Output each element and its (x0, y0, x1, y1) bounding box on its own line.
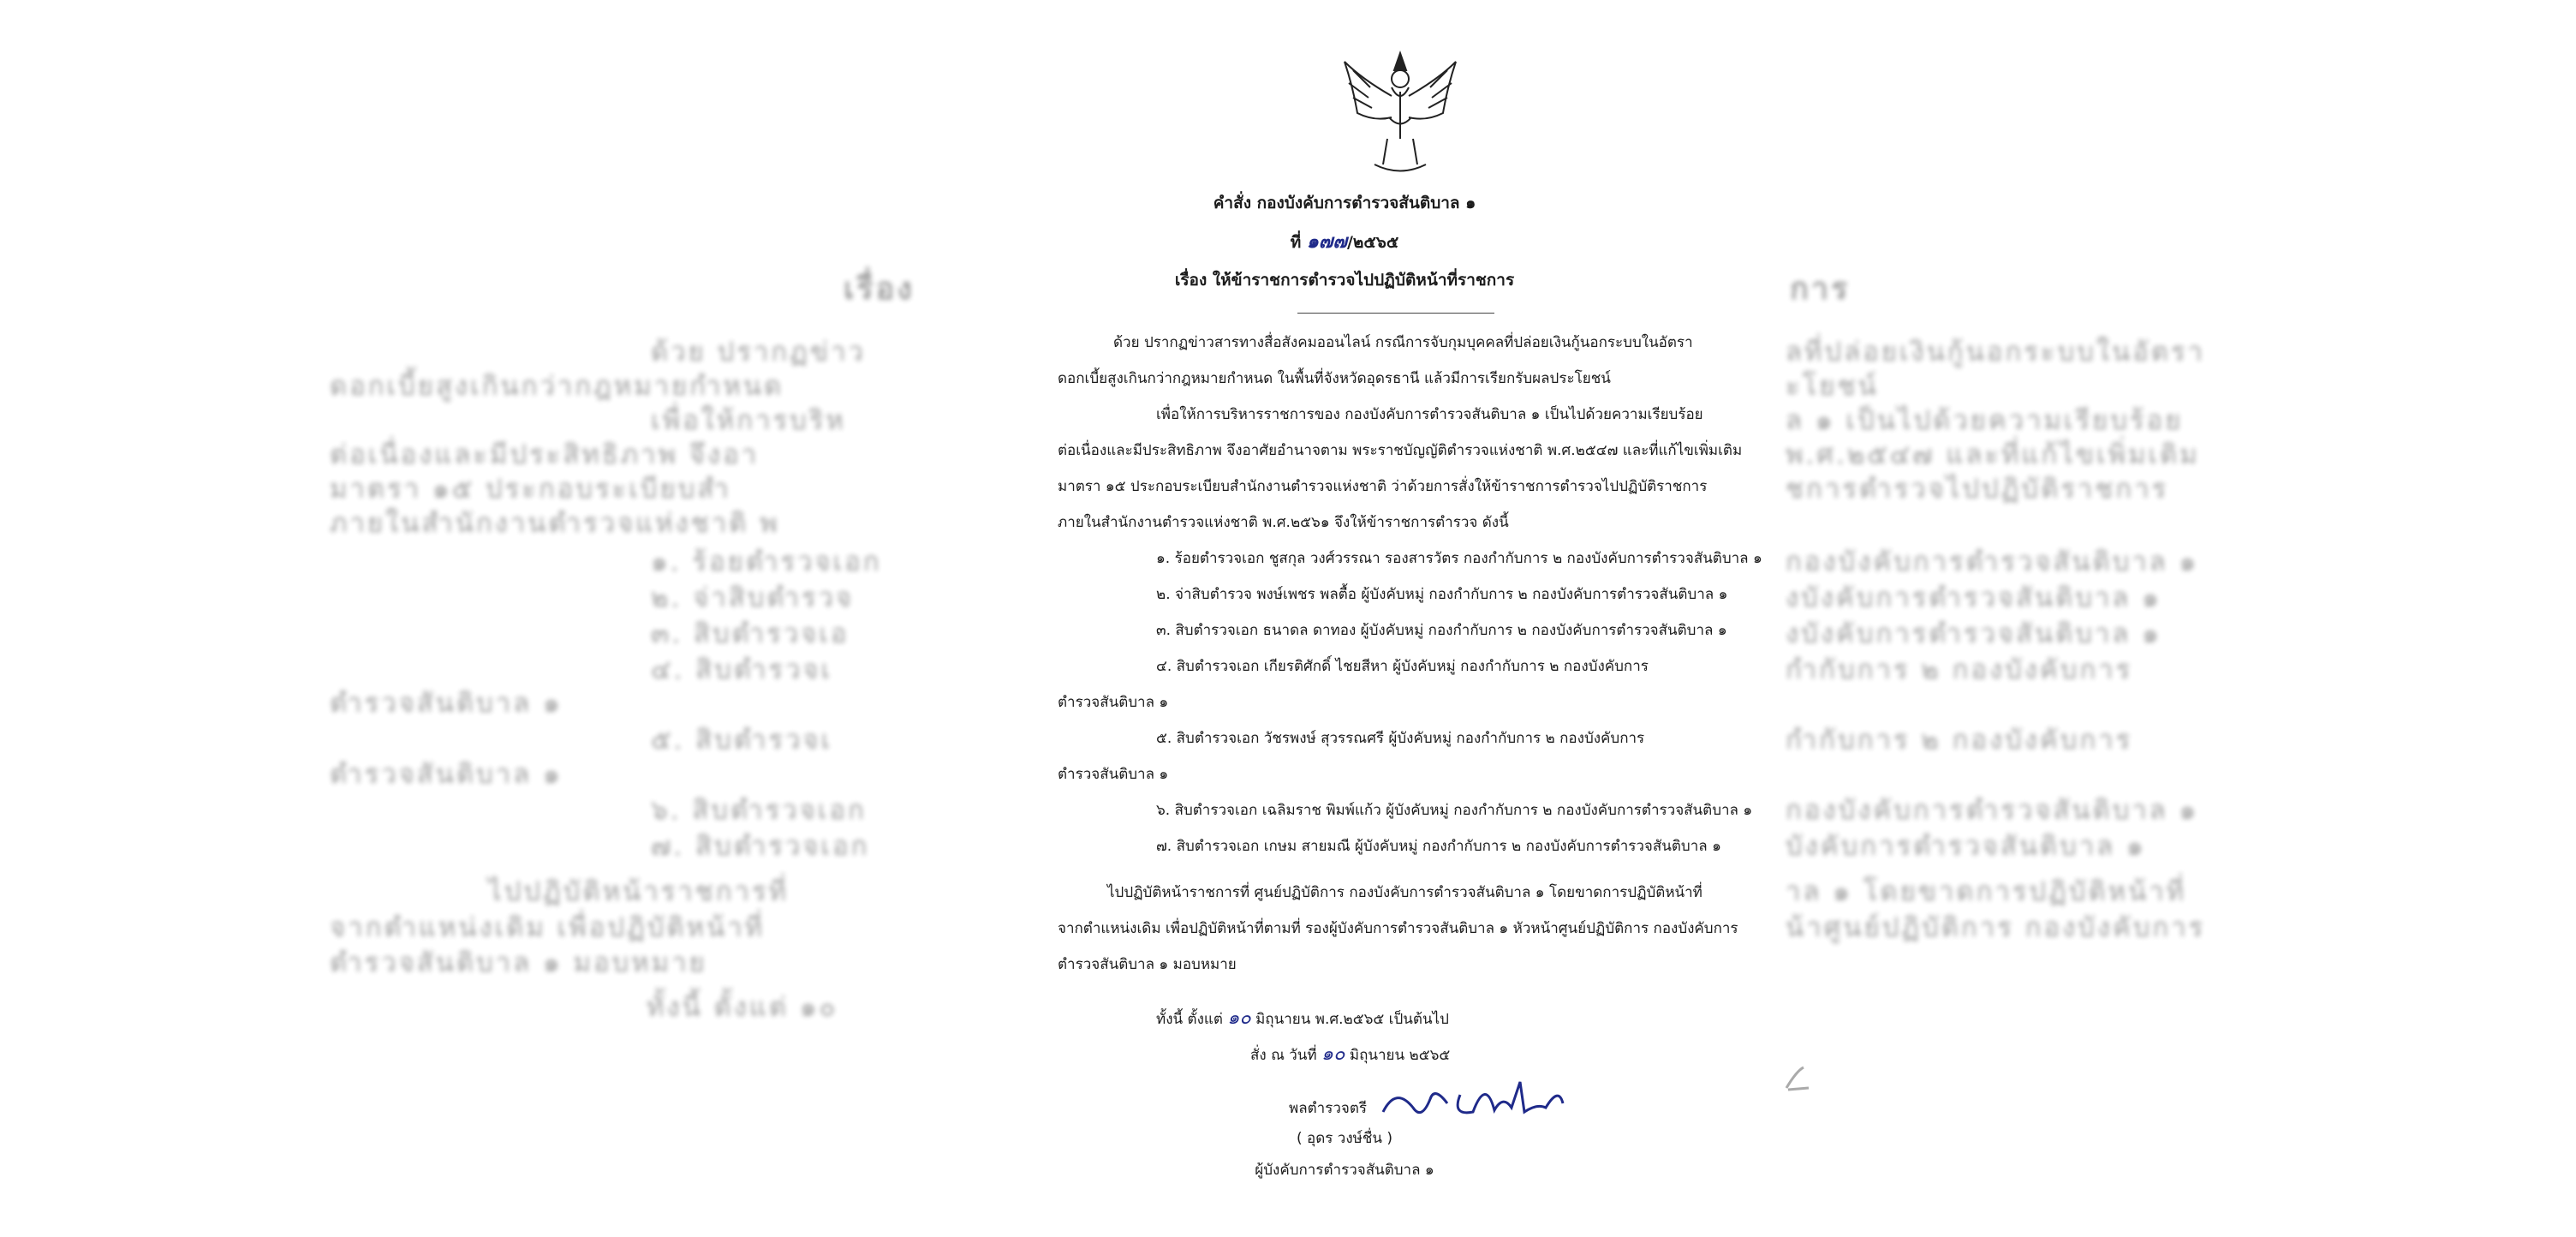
order-header: คำสั่ง กองบังคับการตำรวจสันติบาล ๑ (1213, 194, 1476, 212)
paragraph-line: ด้วย ปรากฏข่าวสารทางสื่อสังคมออนไลน์ กรณีการจับกุมบุคคลที่ปล่อยเงินกู้นอกระบบในอัตรา (1113, 334, 1693, 351)
signatory-title: ผู้บังคับการตำรวจสันติบาล ๑ (1255, 1162, 1434, 1179)
bg-line: จากตำแหน่งเดิม เพื่อปฏิบัติหน้าที่ (330, 912, 766, 943)
divider (1297, 313, 1494, 314)
bg-line: งบังคับการตำรวจสันติบาล ๑ (1786, 583, 2162, 613)
bg-line: น้าศูนย์ปฏิบัติการ กองบังคับการ (1786, 912, 2206, 943)
order-date (1250, 1038, 1450, 1068)
bg-line: ล ๑ เป็นไปด้วยความเรียบร้อย (1786, 405, 2184, 436)
list-item: ๓. สิบตำรวจเอก ธนาดล ดาทอง ผู้บังคับหมู่ กองกำกับการ ๒ กองบังคับการตำรวจสันติบาล ๑ (1156, 622, 1727, 639)
closing-line: ตำรวจสันติบาล ๑ มอบหมาย (1058, 956, 1237, 973)
effective-date (1156, 1002, 1449, 1032)
bg-line: บังคับการตำรวจสันติบาล ๑ (1786, 831, 2146, 862)
bg-line: ต่อเนื่องและมีประสิทธิภาพ จึงอา (330, 439, 760, 470)
bg-line: กองบังคับการตำรวจสันติบาล ๑ (1786, 795, 2199, 826)
effective-prefix: ทั้งนี้ ตั้งแต่ (1156, 1011, 1223, 1028)
signature-fragment-icon (1781, 1062, 1816, 1097)
bg-line: พ.ศ.๒๕๔๗ และที่แก้ไขเพิ่มเติม (1786, 439, 2200, 470)
bg-line: กำกับการ ๒ กองบังคับการ (1786, 654, 2133, 685)
bg-line: ตำรวจสันติบาล ๑ (330, 688, 563, 719)
order-number (946, 226, 1743, 256)
bg-line: มาตรา ๑๕ ประกอบระเบียบสำ (330, 474, 731, 505)
order-document (946, 0, 1762, 1237)
signatory-rank: พลตำรวจตรี (1289, 1100, 1368, 1117)
paragraph-line: มาตรา ๑๕ ประกอบระเบียบสำนักงานตำรวจแห่งชาติ ว่าด้วยการสั่งให้ข้าราชการตำรวจไปปฏิบัติราชการ (1058, 478, 1708, 495)
garuda-emblem-icon (1336, 45, 1464, 182)
order-date-suffix: มิถุนายน ๒๕๖๕ (1349, 1047, 1451, 1064)
bg-line: เพื่อให้การบริห (651, 405, 846, 436)
effective-suffix: มิถุนายน พ.ศ.๒๕๖๕ เป็นต้นไป (1255, 1011, 1449, 1028)
bg-line: ภายในสำนักงานตำรวจแห่งชาติ พ (330, 508, 780, 539)
bg-line: ด้วย ปรากฏข่าว (651, 337, 866, 368)
order-number-prefix: ที่ (1290, 233, 1302, 252)
paragraph-line: เพื่อให้การบริหารราชการของ กองบังคับการตำรวจสันติบาล ๑ เป็นไปด้วยความเรียบร้อย (1156, 406, 1703, 423)
bg-line: ตำรวจสันติบาล ๑ มอบหมาย (330, 947, 707, 978)
order-number-year: /๒๕๖๕ (1346, 233, 1399, 252)
list-item-continued: ตำรวจสันติบาล ๑ (1058, 766, 1169, 783)
bg-line: ดอกเบี้ยสูงเกินกว่ากฎหมายกำหนด (330, 371, 784, 402)
bg-line: ๗. สิบตำรวจเอก (651, 831, 870, 862)
bg-subject-right: การ (1790, 271, 1851, 307)
list-item: ๒. จ่าสิบตำรวจ พงษ์เพชร พลตื้อ ผู้บังคับหมู่ กองกำกับการ ๒ กองบังคับการตำรวจสันติบาล ๑ (1156, 586, 1728, 603)
bg-line: ๕. สิบตำรวจเ (651, 725, 833, 756)
bg-line: ะโยชน์ (1786, 371, 1879, 402)
bg-line: าล ๑ โดยขาดการปฏิบัติหน้าที่ (1786, 876, 2187, 907)
bg-line: ชการตำรวจไปปฏิบัติราชการ (1786, 474, 2169, 505)
paragraph-line: ต่อเนื่องและมีประสิทธิภาพ จึงอาศัยอำนาจตาม พระราชบัญญัติตำรวจแห่งชาติ พ.ศ.๒๕๔๗ และที่แก้ไขเพิ่มเติม (1058, 442, 1743, 459)
order-subject: เรื่อง ให้ข้าราชการตำรวจไปปฏิบัติหน้าที่ราชการ (1174, 271, 1515, 290)
bg-line: ๓. สิบตำรวจเอ (651, 618, 850, 649)
bg-line: ตำรวจสันติบาล ๑ (330, 759, 563, 790)
closing-line: จากตำแหน่งเดิม เพื่อปฏิบัติหน้าที่ตามที่ รองผู้บังคับการตำรวจสันติบาล ๑ หัวหน้าศูนย์ปฏิบัติการ กองบังคับการ (1058, 920, 1738, 937)
paragraph-line: ดอกเบี้ยสูงเกินกว่ากฎหมายกำหนด ในพื้นที่จังหวัดอุดรธานี แล้วมีการเรียกรับผลประโยชน์ (1058, 370, 1611, 387)
closing-line: ไปปฏิบัติหน้าราชการที่ ศูนย์ปฏิบัติการ กองบังคับการตำรวจสันติบาล ๑ โดยขาดการปฏิบัติหน้าที่ (1107, 884, 1702, 901)
bg-line: ๖. สิบตำรวจเอก (651, 795, 867, 826)
signatory-name: ( อุดร วงษ์ชื่น ) (1296, 1130, 1393, 1147)
list-item-continued: ตำรวจสันติบาล ๑ (1058, 694, 1169, 711)
bg-line: งบังคับการตำรวจสันติบาล ๑ (1786, 618, 2162, 649)
list-item: ๑. ร้อยตำรวจเอก ชูสกุล วงศ์วรรณา รองสารวัตร กองกำกับการ ๒ กองบังคับการตำรวจสันติบาล ๑ (1156, 550, 1762, 567)
bg-line: ไปปฏิบัติหน้าราชการที่ (488, 876, 789, 907)
bg-line: กำกับการ ๒ กองบังคับการ (1786, 725, 2133, 756)
list-item: ๔. สิบตำรวจเอก เกียรติศักดิ์ ไชยสีหา ผู้บังคับหมู่ กองกำกับการ ๒ กองบังคับการ (1156, 658, 1649, 675)
bg-line: ๔. สิบตำรวจเ (651, 654, 833, 685)
bg-line: กองบังคับการตำรวจสันติบาล ๑ (1786, 547, 2199, 577)
list-item: ๖. สิบตำรวจเอก เฉลิมราช พิมพ์แก้ว ผู้บังคับหมู่ กองกำกับการ ๒ กองบังคับการตำรวจสันติบาล ๑ (1156, 802, 1753, 819)
effective-day-handwritten: ๑๐ (1227, 1007, 1251, 1029)
list-item: ๕. สิบตำรวจเอก วัชรพงษ์ สุวรรณศรี ผู้บังคับหมู่ กองกำกับการ ๒ กองบังคับการ (1156, 730, 1645, 747)
bg-line: ๒. จ่าสิบตำรวจ (651, 583, 855, 613)
bg-line: ๑. ร้อยตำรวจเอก (651, 547, 882, 577)
bg-line: ลที่ปล่อยเงินกู้นอกระบบในอัตรา (1786, 337, 2205, 368)
order-date-day-handwritten: ๑๐ (1321, 1043, 1345, 1065)
bg-line: ทั้งนี้ ตั้งแต่ ๑๐ (647, 992, 838, 1023)
order-date-prefix: สั่ง ณ วันที่ (1250, 1047, 1317, 1064)
paragraph-line: ภายในสำนักงานตำรวจแห่งชาติ พ.ศ.๒๕๖๑ จึงให้ข้าราชการตำรวจ ดังนี้ (1058, 514, 1509, 531)
bg-subject-left: เรื่อง (844, 271, 915, 307)
handwritten-signature (1366, 1069, 1589, 1129)
list-item: ๗. สิบตำรวจเอก เกษม สายมณี ผู้บังคับหมู่ กองกำกับการ ๒ กองบังคับการตำรวจสันติบาล ๑ (1156, 838, 1721, 855)
order-number-handwritten: ๑๗๗ (1306, 230, 1347, 253)
